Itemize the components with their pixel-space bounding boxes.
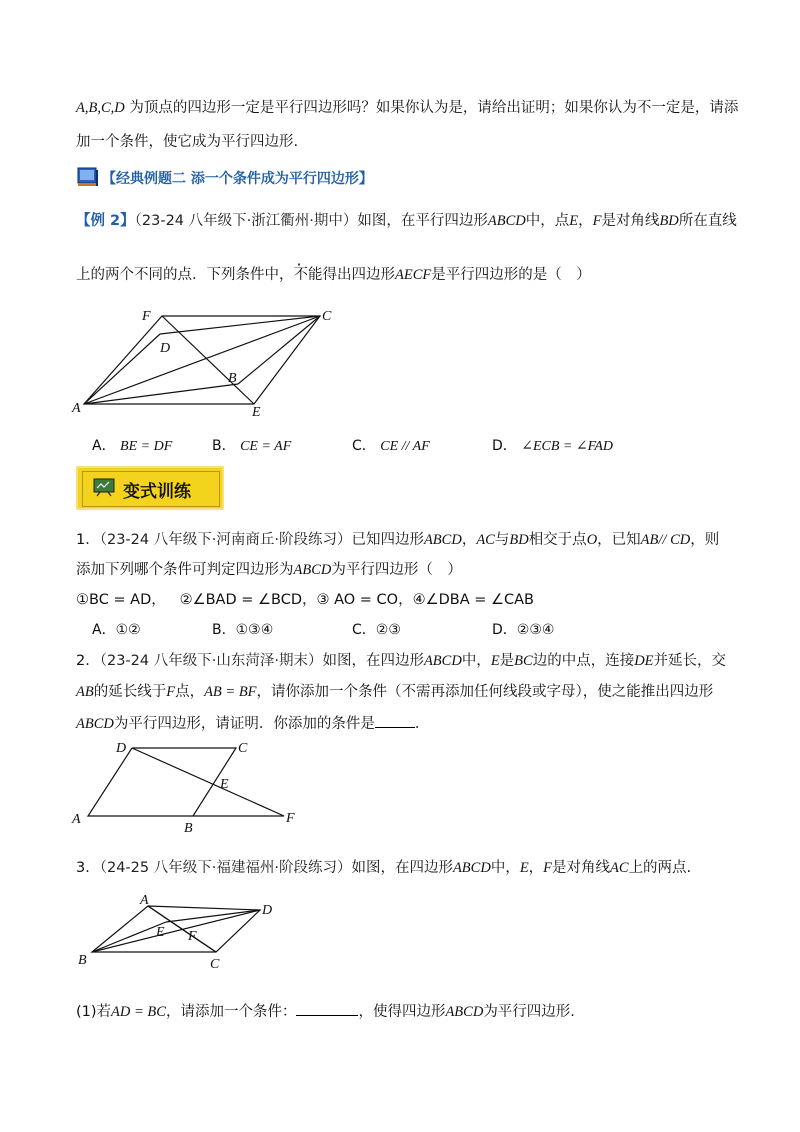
whiteboard-icon (93, 477, 115, 501)
text: 与 (494, 532, 510, 548)
math: F (543, 860, 553, 876)
math: BD (659, 213, 679, 229)
label-E: E (220, 777, 229, 792)
q1-option-b[interactable] (212, 620, 273, 640)
q1-conditions (76, 590, 534, 610)
text: ，则 (690, 532, 720, 548)
banner-frame (82, 471, 220, 507)
text: ，请你添加一个条件（不需再添加任何线段或字母），使之能推出四边形 (256, 684, 714, 700)
text: 得出四边形 (322, 267, 395, 283)
question-source: （24-25 八年级下·福建福州·阶段练习） (99, 860, 352, 876)
q2-line-1 (76, 651, 726, 671)
question-number: 1． (76, 532, 100, 548)
text: (1)若 (76, 1004, 112, 1020)
text: ． (414, 716, 430, 732)
text: 为平行四边形（ ） (331, 562, 462, 578)
condition-4: ④∠DBA = ∠CAB (412, 592, 534, 608)
option-text: ②③ (375, 622, 401, 638)
math: AD = BC (111, 1004, 166, 1020)
intro-text: 为顶点的四边形一定是平行四边形吗？如果你认为是，请给出证明；如果你认为不一定是，请添 (129, 100, 739, 116)
math: ABCD (423, 532, 462, 548)
label-D: D (262, 903, 273, 918)
label-F: F (142, 309, 151, 324)
math: E (569, 213, 579, 229)
label-D: D (160, 341, 171, 356)
intro-line-1 (76, 98, 738, 118)
text: 上的两点. (628, 860, 692, 876)
q2-line-3 (76, 713, 429, 734)
math: BC (514, 653, 533, 669)
label-F: F (188, 929, 197, 944)
text: 已知四边形 (351, 532, 424, 548)
text: 中， (490, 860, 520, 876)
option-d[interactable] (492, 436, 613, 457)
q1-option-d[interactable] (492, 620, 554, 640)
option-letter: C． (352, 622, 376, 638)
text: 如图，在四边形 (322, 653, 424, 669)
option-letter: A． (92, 622, 116, 638)
label-C: C (238, 741, 248, 756)
text: ， (578, 213, 593, 229)
text: ， (461, 532, 477, 548)
q1-option-c[interactable] (352, 620, 401, 640)
option-letter: D． (492, 622, 517, 638)
text: ，请添加一个条件： (165, 1004, 297, 1020)
answer-blank[interactable] (296, 1001, 358, 1016)
math: AB// CD (640, 532, 691, 548)
label-E: E (252, 405, 261, 420)
option-text: ②③④ (516, 622, 555, 638)
condition-1: ①BC = AD， (76, 592, 166, 608)
example-tag: 【例 2】 (76, 213, 135, 229)
q3-line-1 (76, 858, 691, 878)
option-a[interactable] (92, 436, 172, 457)
math: F (592, 213, 602, 229)
math: AB = BF (204, 684, 257, 700)
text: 为平行四边形，请证明．你添加的条件是 (113, 716, 375, 732)
text: 上的两个不同的点．下列条件中， (76, 267, 294, 283)
math: ABCD (445, 1004, 484, 1020)
text: 如图，在四边形 (351, 860, 453, 876)
intro-math: A,B,C,D (76, 100, 125, 116)
option-math: CE // AF (380, 439, 430, 454)
label-A: A (72, 812, 81, 827)
math: BD (509, 532, 529, 548)
label-A: A (72, 401, 81, 416)
text: ，已知 (597, 532, 641, 548)
label-B: B (78, 953, 87, 968)
section-heading: 【经典例题二 添一个条件成为平行四边形】 (102, 171, 373, 187)
question-source: （23-24 八年级下·山东菏泽·期末） (99, 653, 323, 669)
text: 是 (499, 653, 515, 669)
answer-blank[interactable] (375, 713, 415, 728)
text: 边的中点，连接 (532, 653, 635, 669)
option-math: CE = AF (240, 439, 292, 454)
text: ，使得四边形 (358, 1004, 446, 1020)
text: ， (528, 860, 544, 876)
math: ABCD (76, 716, 114, 732)
math: ABCD (452, 860, 491, 876)
example-source: （23-24 八年级下·浙江衢州·期中） (134, 213, 358, 229)
text: 是对角线 (552, 860, 611, 876)
text: 是对角线 (601, 213, 660, 229)
math: AC (610, 860, 629, 876)
math: O (586, 532, 598, 548)
q1-line-2 (76, 560, 462, 580)
option-letter: B． (212, 622, 236, 638)
question-number: 3． (76, 860, 100, 876)
variant-training-banner (76, 466, 224, 510)
text: 所在直线 (678, 213, 737, 229)
option-math: BE = DF (120, 439, 173, 454)
text: 的延长线于 (93, 684, 167, 700)
math: E (490, 653, 500, 669)
text: 中，点 (525, 213, 570, 229)
option-math: ∠ECB = ∠FAD (521, 439, 613, 454)
q3-sub1 (76, 1001, 575, 1022)
example2-line-1 (76, 211, 737, 231)
text: 点， (175, 684, 205, 700)
condition-2: ②∠BAD = ∠BCD， (179, 592, 317, 608)
example2-figure (70, 300, 340, 420)
math: AC (476, 532, 495, 548)
math: F (166, 684, 176, 700)
example2-line-2 (76, 265, 591, 285)
q1-option-a[interactable] (92, 620, 141, 640)
option-c[interactable] (352, 436, 430, 457)
option-b[interactable] (212, 436, 291, 457)
option-text: ①② (115, 622, 141, 638)
text: 中， (461, 653, 491, 669)
math: E (519, 860, 529, 876)
text: 是平行四边形的是（ ） (431, 267, 591, 283)
math: ABCD (487, 213, 526, 229)
option-letter: C． (352, 438, 376, 454)
text: 为平行四边形. (483, 1004, 575, 1020)
math: AECF (395, 267, 432, 283)
label-C: C (322, 309, 332, 324)
question-number: 2． (76, 653, 100, 669)
emphasis-text: 不能 (293, 267, 323, 283)
math: AB (76, 684, 94, 700)
label-B: B (184, 821, 193, 836)
q2-line-2 (76, 682, 713, 702)
option-letter: D． (492, 438, 517, 454)
text: 添加下列哪个条件可判定四边形为 (76, 562, 294, 578)
label-C: C (210, 957, 220, 972)
text: 相交于点 (528, 532, 587, 548)
option-letter: B． (212, 438, 236, 454)
label-E: E (156, 925, 165, 940)
math: ABCD (423, 653, 462, 669)
label-A: A (140, 893, 149, 908)
label-F: F (286, 811, 295, 826)
math: ABCD (293, 562, 332, 578)
text: 如图，在平行四边形 (357, 213, 488, 229)
banner-label: 变式训练 (123, 481, 191, 502)
question-source: （23-24 八年级下·河南商丘·阶段练习） (99, 532, 352, 548)
math: DE (634, 653, 654, 669)
intro-line-2: 加一个条件，使它成为平行四边形. (76, 134, 299, 150)
book-icon (76, 165, 100, 193)
option-text: ①③④ (235, 622, 274, 638)
option-letter: A． (92, 438, 116, 454)
q1-line-1 (76, 530, 719, 550)
label-D: D (116, 741, 127, 756)
q3-figure (74, 890, 294, 972)
condition-3: ③ AO = CO， (316, 592, 413, 608)
label-B: B (228, 371, 237, 386)
text: 并延长，交 (653, 653, 727, 669)
q2-figure (66, 736, 306, 836)
